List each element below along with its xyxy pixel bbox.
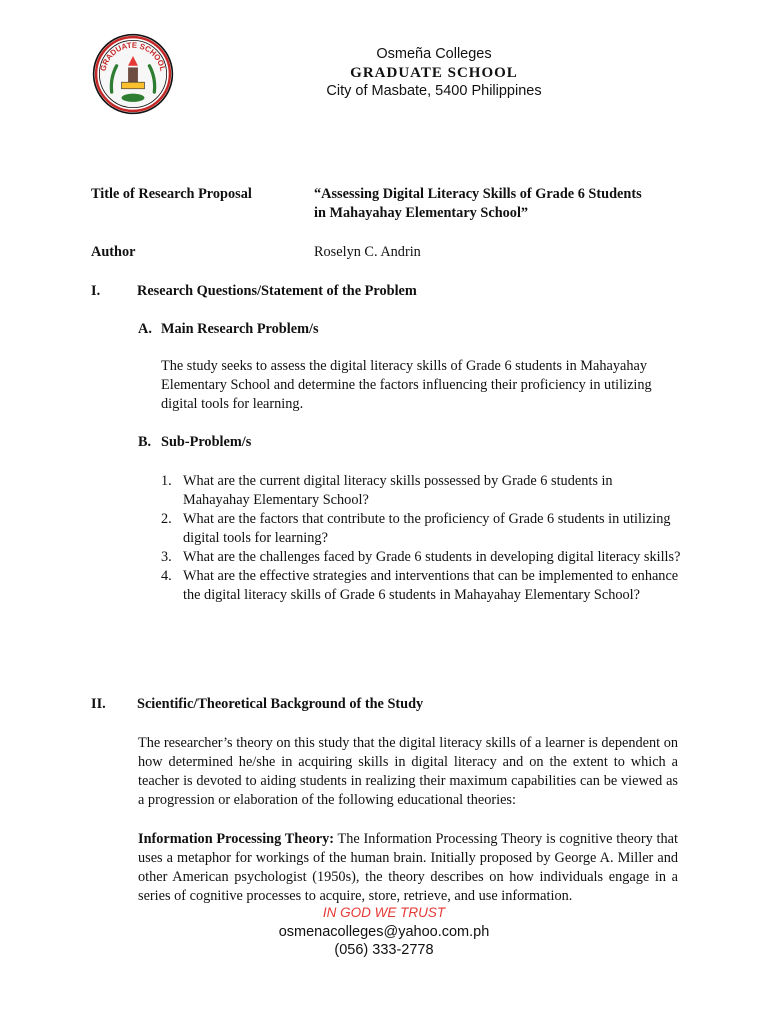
- list-number: 3.: [161, 549, 172, 565]
- theory-intro-paragraph: The researcher’s theory on this study that the digital literacy skills of a learner is dependent on how determined he/she in acquiring skills in digital literacy and on the extent to which a teacher is devoted to aiding students in realizing their maximum capabilities can be viewed as a progression or elaboration of the following educational theories:: [138, 735, 678, 808]
- main-problem-paragraph: The study seeks to assess the digital literacy skills of Grade 6 students in Mahayahay Elementary School and determine the factors influencing their proficiency in utilizing digital tools for learning.: [161, 358, 652, 412]
- school-name: GRADUATE SCHOOL: [350, 65, 518, 81]
- list-text: What are the challenges faced by Grade 6 students in developing digital literacy skills?: [183, 549, 681, 565]
- subsection-a-heading: Main Research Problem/s: [161, 321, 319, 337]
- section-1-heading: Research Questions/Statement of the Problem: [137, 283, 417, 299]
- list-item: [161, 472, 681, 510]
- list-number: 4.: [161, 568, 172, 584]
- list-text: What are the effective strategies and interventions that can be implemented to enhance the digital literacy skills of Grade 6 students in Mahayahay Elementary School?: [183, 568, 679, 603]
- list-item: [161, 510, 681, 548]
- motto: IN GOD WE TRUST: [322, 905, 446, 920]
- college-address: City of Masbate, 5400 Philippines: [326, 83, 542, 99]
- section-1-numeral: I.: [91, 283, 101, 299]
- list-number: 2.: [161, 511, 172, 527]
- title-line-2: in Mahayahay Elementary School”: [314, 205, 529, 221]
- phone-number: (056) 333-2778: [334, 942, 434, 958]
- list-item: [161, 548, 681, 567]
- subsection-b-heading: Sub-Problem/s: [161, 434, 252, 450]
- college-name: Osmeña Colleges: [376, 46, 492, 62]
- title-label: Title of Research Proposal: [91, 186, 252, 202]
- list-item: [161, 567, 681, 605]
- graduate-school-seal: [92, 33, 174, 115]
- ipt-paragraph: [138, 830, 678, 906]
- section-2-heading: Scientific/Theoretical Background of the Study: [137, 696, 424, 712]
- subsection-b-label: B.: [138, 434, 152, 450]
- sub-problems-list: [161, 472, 681, 605]
- author-label: Author: [91, 244, 136, 260]
- seal-arc-text: GRADUATE SCHOOL: [98, 40, 168, 72]
- list-text: What are the current digital literacy skills possessed by Grade 6 students in Mahayahay Elementary School?: [183, 473, 613, 508]
- ipt-label: Information Processing Theory:: [138, 831, 335, 847]
- section-2-numeral: II.: [91, 696, 106, 712]
- list-text: What are the factors that contribute to the proficiency of Grade 6 students in utilizing digital tools for learning?: [183, 511, 671, 546]
- list-number: 1.: [161, 473, 172, 489]
- email-address: osmenacolleges@yahoo.com.ph: [278, 924, 490, 940]
- author-value: Roselyn C. Andrin: [314, 244, 421, 260]
- subsection-a-label: A.: [138, 321, 152, 337]
- title-line-1: “Assessing Digital Literacy Skills of Grade 6 Students: [314, 186, 642, 202]
- ipt-text: The Information Processing Theory is cognitive theory that uses a metaphor for workings of the human brain. Initially proposed by George A. Miller and other American psychologist (1950s), the theory describes on how individuals engage in a series of cognitive processes to acquire, store, retrieve, and use information.: [138, 831, 678, 904]
